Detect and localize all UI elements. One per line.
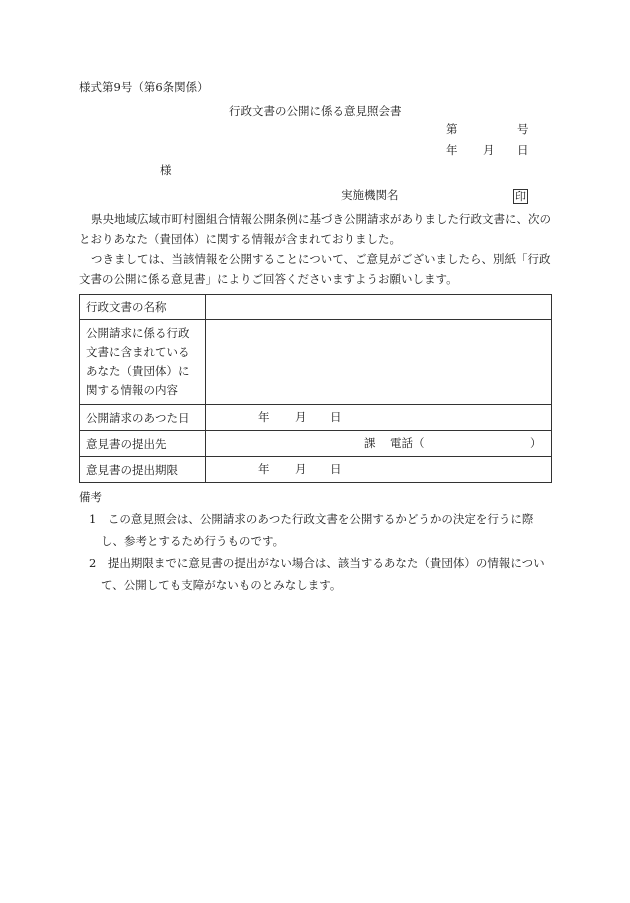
request-date-year: 年 <box>258 410 270 424</box>
document-title: 行政文書の公開に係る意見照会書 <box>229 104 402 118</box>
note-text: 提出期限までに意見書の提出がない場合は、該当するあなた（貴団体）の情報について、公開しても支障がないものとみなします。 <box>101 556 545 592</box>
destination-phone: 電話（ <box>390 436 425 450</box>
doc-number-suffix: 号 <box>517 122 529 136</box>
note-item-2 <box>79 552 555 596</box>
label-submission-deadline: 意見書の提出期限 <box>80 457 206 483</box>
date-month: 月 <box>483 143 495 157</box>
request-date-month: 月 <box>295 410 307 424</box>
date-year: 年 <box>446 143 458 157</box>
value-submission-deadline <box>206 457 552 483</box>
destination-section: 課 <box>364 436 376 450</box>
body-paragraph-2: つきましては、当該情報を公開することについて、ご意見がございましたら、別紙「行政文書の公開に係る意見書」によりご回答くださいますようお願いします。 <box>79 252 551 286</box>
note-item-1 <box>79 508 555 552</box>
value-request-date <box>206 405 552 431</box>
destination-phone-close: ） <box>530 436 542 450</box>
request-date-day: 日 <box>330 410 342 424</box>
deadline-day: 日 <box>330 462 342 476</box>
value-submission-destination <box>206 431 552 457</box>
table-row <box>80 320 552 405</box>
addressee-suffix: 様 <box>160 163 172 177</box>
value-info-content <box>206 320 552 405</box>
note-number: 1 <box>89 512 97 526</box>
label-submission-destination: 意見書の提出先 <box>80 431 206 457</box>
label-info-content: 公開請求に係る行政文書に含まれているあなた（貴団体）に関する情報の内容 <box>80 320 206 405</box>
note-text: この意見照会は、公開請求のあつた行政文書を公開するかどうかの決定を行うに際し、参考とするため行うものです。 <box>101 512 534 548</box>
seal-box: 印 <box>515 190 526 203</box>
sender-label: 実施機関名 <box>341 188 399 202</box>
deadline-year: 年 <box>258 462 270 476</box>
notes-section <box>79 486 555 596</box>
table-row <box>80 405 552 431</box>
label-request-date: 公開請求のあつた日 <box>80 405 206 431</box>
notes-heading: 備考 <box>79 490 102 504</box>
form-number: 様式第9号（第6条関係） <box>79 80 209 94</box>
seal-mark <box>513 189 528 204</box>
table-row <box>80 431 552 457</box>
body-paragraph-1: 県央地域広域市町村圏組合情報公開条例に基づき公開請求がありました行政文書に、次のとおりあなた（貴団体）に関する情報が含まれておりました。 <box>79 212 551 246</box>
value-document-name <box>206 295 552 320</box>
date-day: 日 <box>517 143 529 157</box>
info-table <box>79 294 552 483</box>
table-row <box>80 457 552 483</box>
doc-number-prefix: 第 <box>446 122 458 136</box>
note-number: 2 <box>89 556 97 570</box>
table-row <box>80 295 552 320</box>
body-text <box>79 209 555 289</box>
deadline-month: 月 <box>295 462 307 476</box>
label-document-name: 行政文書の名称 <box>80 295 206 320</box>
